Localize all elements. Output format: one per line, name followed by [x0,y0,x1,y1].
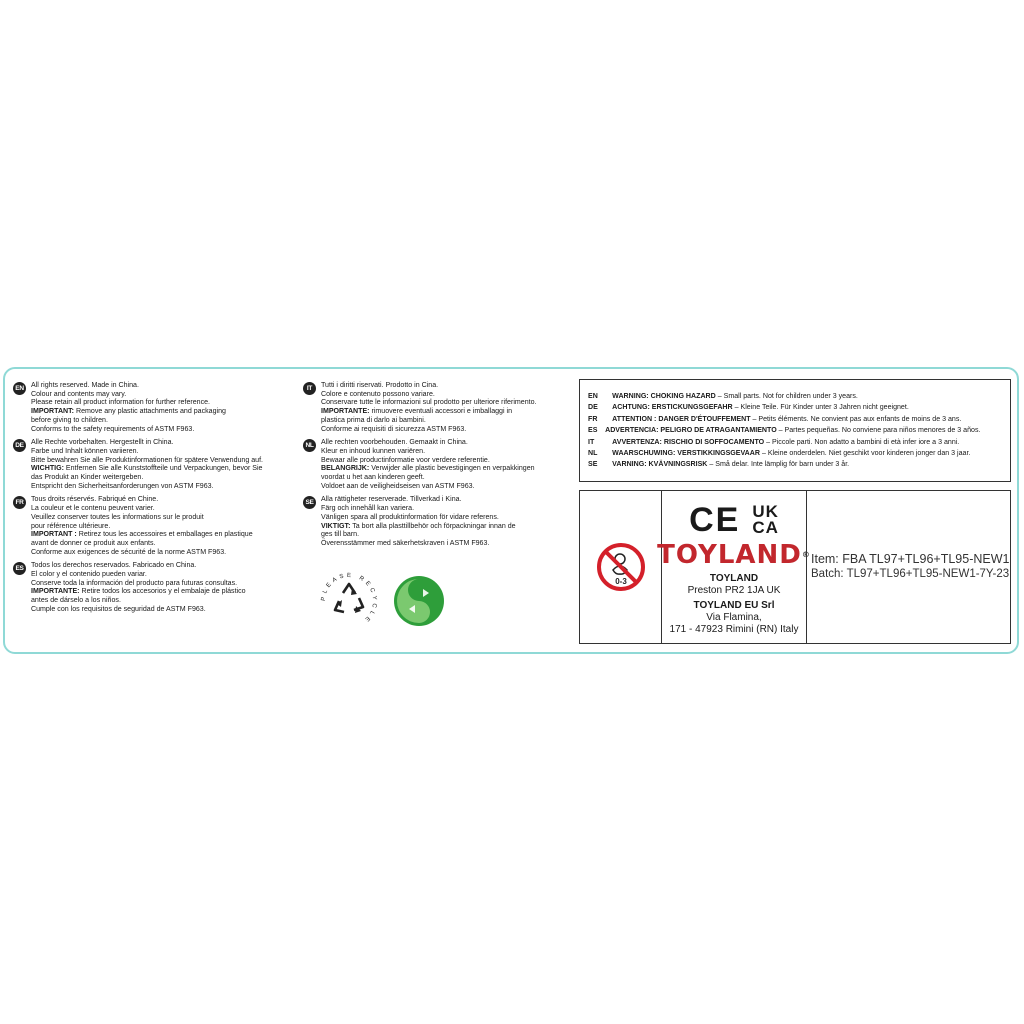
text-line: before giving to children. [31,414,108,424]
warning-lang-code: SE [588,459,598,469]
ce-mark: CE [689,501,741,539]
lang-block-it [303,381,575,433]
lang-text [321,495,516,547]
warning-row-fr [588,413,980,424]
text-line: Conserve toda la información del producto para futuras consultas. [31,577,238,587]
warning-row-se [588,458,980,469]
uk-address: Preston PR2 1JA UK [687,585,781,596]
recycling-logos [319,571,591,631]
lang-badge: ES [13,562,26,575]
text-line: Entspricht den Sicherheitsanforderungen von ASTM F963. [31,480,214,490]
text-line: BELANGRIJK: Verwijder alle plastic bevestigingen en verpakkingen [321,463,535,473]
text-line: Todos los derechos reservados. Fabricado en China. [31,560,197,570]
eu-company-name: TOYLAND EU Srl [693,600,775,611]
text-line: ges till barn. [321,529,360,539]
age-warning-cell [580,491,662,643]
lang-text [31,561,246,613]
text-line: Conforms to the safety requirements of ASTM F963. [31,423,195,433]
batch-number: Batch: TL97+TL96+TL95-NEW1-7Y-23 [811,568,1010,580]
warning-row-de [588,401,980,412]
text-line: IMPORTANT: Remove any plastic attachments and packaging [31,406,226,416]
text-line: WICHTIG: Entfernen Sie alle Kunststoffteile und Verpackungen, bevor Sie [31,463,263,473]
text-line: Farbe und Inhalt können variieren. [31,445,139,455]
lang-block-es [13,561,298,613]
warning-row-nl [588,447,980,458]
text-line: Tous droits réservés. Fabriqué en Chine. [31,494,159,504]
not-under-3-icon [596,542,646,592]
lang-badge: NL [303,439,316,452]
text-line: Cumple con los requisitos de seguridad de ASTM F963. [31,603,206,613]
text-line: El color y el contenido pueden variar. [31,569,147,579]
text-line: All rights reserved. Made in China. [31,380,139,389]
text-line: Tutti i diritti riservati. Prodotto in Cina. [321,380,439,389]
uk-company-name: TOYLAND [709,573,759,584]
lang-text [31,495,253,556]
language-column-middle [303,380,575,624]
manufacturer-info-box [579,490,1011,644]
text-line: La couleur et le contenu peuvent varier. [31,503,155,513]
text-line: Voldoet aan de veiligheidseisen van ASTM F963. [321,480,475,490]
eu-address-line1: Via Flamina, [706,612,762,623]
brand-cell [657,491,811,643]
lang-text [321,381,536,433]
text-line: IMPORTANT : Retirez tous les accessoires et emballages en plastique [31,529,253,539]
warning-text: ACHTUNG: ERSTICKUNGSGEFAHR – Kleine Teile. Für Kinder unter 3 Jahren nicht geeignet. [612,402,909,412]
text-line: avant de donner ce produit aux enfants. [31,537,156,547]
lang-block-de [13,438,298,490]
text-line: voordat u het aan kinderen geeft. [321,472,425,482]
product-label [3,367,1019,654]
warning-lang-code: DE [588,402,598,412]
lang-badge: EN [13,382,26,395]
lang-block-en [13,381,298,433]
text-line: Colore e contenuto possono variare. [321,388,435,398]
warning-lang-code: IT [588,436,595,446]
text-line: Bitte bewahren Sie alle Produktinformationen für spätere Verwendung auf. [31,454,264,464]
lang-block-fr [13,495,298,556]
lang-badge: IT [303,382,316,395]
text-line: Colour and contents may vary. [31,388,127,398]
lang-badge: SE [303,496,316,509]
lang-text [31,381,226,433]
text-line: Please retain all product information for further reference. [31,397,211,407]
warning-text: ATTENTION : DANGER D'ÉTOUFFEMENT – Petits éléments. Ne convient pas aux enfants de moins de 3 ans. [612,413,962,423]
text-line: Alle rechten voorbehouden. Gemaakt in China. [321,437,468,447]
warning-text: WAARSCHUWING: VERSTIKKINGSGEVAAR – Kleine onderdelen. Niet geschikt voor kinderen jonger dan 3 jaar. [612,448,971,458]
item-cell [807,491,1010,643]
warning-text: AVVERTENZA: RISCHIO DI SOFFOCAMENTO – Piccole parti. Non adatto a bambini di età infer iore a 3 anni. [612,436,960,446]
lang-text [321,438,535,490]
text-line: Alle Rechte vorbehalten. Hergestellt in China. [31,437,174,447]
warning-text: ADVERTENCIA: PELIGRO DE ATRAGANTAMIENTO – Partes pequeñas. No conviene para niños menores de 3 años. [605,425,981,435]
text-line: antes de dárselo a los niños. [31,595,121,605]
warning-lang-code: NL [588,448,598,458]
lang-badge: DE [13,439,26,452]
svg-text:PLEASE RECYCLE: PLEASE RECYCLE [320,572,378,624]
warning-lang-code: EN [588,391,598,400]
text-line: Kleur en inhoud kunnen variëren. [321,445,426,455]
eu-address-line2: 171 - 47923 Rimini (RN) Italy [669,624,799,635]
text-line: Alla rättigheter reserverade. Tillverkad i Kina. [321,494,462,504]
warning-row-it [588,436,980,447]
warning-row-en [588,390,980,401]
text-line: pour référence ultérieure. [31,520,111,530]
lang-text [31,438,263,490]
text-line: das Produkt an Kinder weitergeben. [31,472,144,482]
text-line: Veuillez conserver toutes les informations sur le produit [31,511,204,521]
lang-block-se [303,495,575,547]
warning-text: WARNING: CHOKING HAZARD – Small parts. Not for children under 3 years. [612,391,858,400]
warning-lang-code: FR [588,413,598,423]
text-line: Överensstämmer med säkerhetskraven i ASTM F963. [321,537,490,547]
choking-warning-box [579,379,1011,482]
green-dot-icon [393,575,445,627]
text-line: IMPORTANTE: Retire todos los accesorios y el embalaje de plástico [31,586,246,596]
text-line: Conservare tutte le informazioni sul prodotto per ulteriore riferimento. [321,397,537,407]
text-line: Conforme aux exigences de sécurité de la norme ASTM F963. [31,546,227,556]
text-line: Färg och innehåll kan variera. [321,503,415,513]
language-column-left [13,381,298,619]
conformity-marks [689,503,779,537]
please-recycle-icon [319,571,379,631]
text-line: Vänligen spara all produktinformation för vidare referens. [321,511,499,521]
warning-lang-code: ES [588,425,598,435]
warning-row-es [588,424,980,435]
brand-logo: TOYLAND® [657,540,811,570]
text-line: IMPORTANTE: rimuovere eventuali accessori e imballaggi in [321,406,513,416]
lang-badge: FR [13,496,26,509]
svg-text:0-3: 0-3 [614,577,627,586]
text-line: VIKTIGT: Ta bort alla plasttillbehör och förpackningar innan de [321,520,516,530]
ukca-mark: UK CA [752,502,779,537]
lang-block-nl [303,438,575,490]
warning-text: VARNING: KVÄVNINGSRISK – Små delar. Inte lämplig för barn under 3 år. [612,459,850,469]
text-line: plastica prima di darlo ai bambini. [321,414,426,424]
text-line: Conforme ai requisiti di sicurezza ASTM F963. [321,423,467,433]
text-line: Bewaar alle productinformatie voor verdere referentie. [321,454,490,464]
item-number: Item: FBA TL97+TL96+TL95-NEW1 [811,552,1010,566]
